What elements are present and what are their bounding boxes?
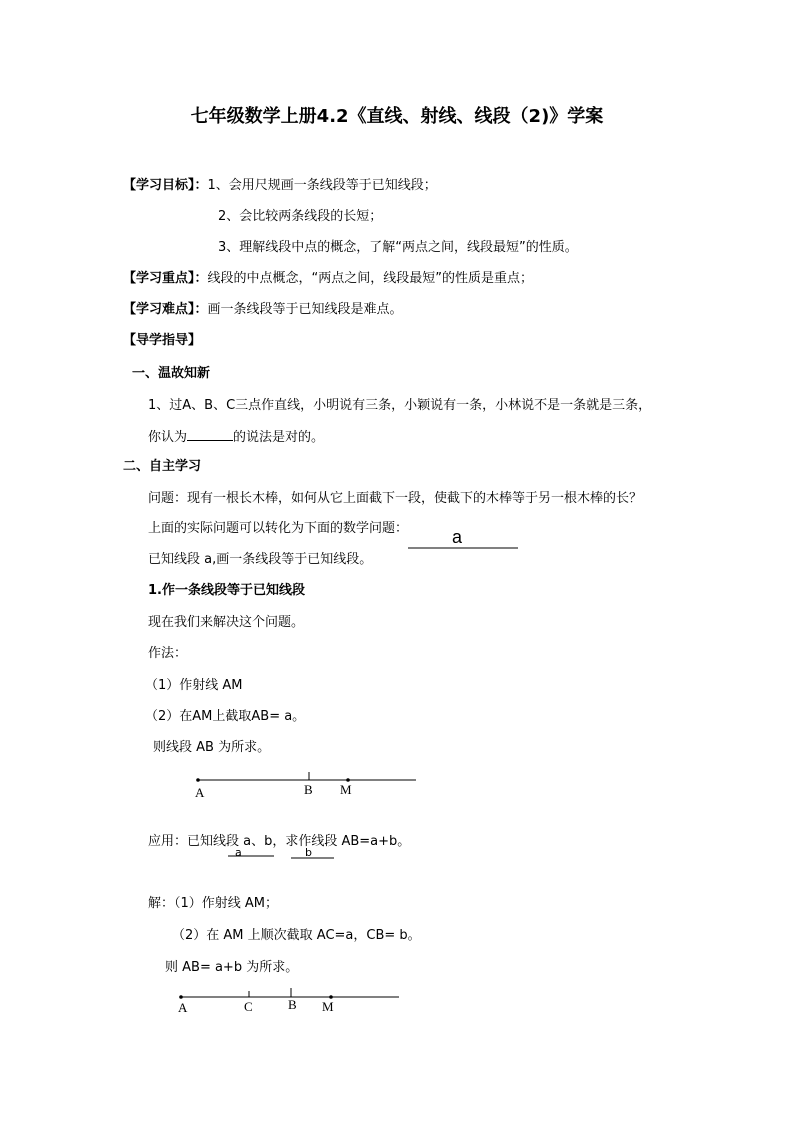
app-seg-a-label: a: [235, 846, 242, 859]
fig2-point-m: [329, 995, 333, 999]
review-q-suffix: 的说法是对的。: [233, 430, 325, 445]
fig2-label-a: A: [178, 1000, 188, 1015]
review-heading: 一、温故知新: [132, 366, 211, 381]
solution-step-3: 则 AB= a+b 为所求。: [165, 960, 299, 975]
objectives-label: 【学习目标】: [123, 178, 195, 193]
objective-item-2: 2、会比较两条线段的长短；: [218, 209, 383, 224]
method-label: 作法：: [148, 646, 188, 661]
fig1-point-a: [196, 778, 200, 782]
fig2-point-a: [179, 995, 183, 999]
key-points-label: 【学习重点】: [123, 271, 195, 286]
key-points-colon: ：: [194, 271, 208, 286]
page-title: 七年级数学上册4.2《直线、射线、线段（2)》学案: [190, 106, 604, 127]
app-seg-b-label: b: [305, 846, 312, 859]
self-study-heading: 二、自主学习: [123, 459, 202, 474]
step-1: （1）作射线 AM: [145, 678, 243, 693]
fig1-label-a: A: [195, 785, 205, 800]
solution-step-1: 解：（1）作射线 AM；: [148, 896, 279, 911]
step-2: （2）在AM上截取AB= a。: [145, 709, 306, 724]
fig2-label-c: C: [244, 999, 253, 1014]
review-question-line-1: 1、过A、B、C三点作直线，小明说有三条，小颖说有一条，小林说不是一条就是三条，: [148, 398, 652, 413]
fig1-label-m: M: [340, 782, 352, 797]
review-q-prefix: 你认为: [148, 430, 188, 445]
fig2-label-m: M: [322, 999, 334, 1014]
application-text: 应用：已知线段 a、b，求作线段 AB=a+b。: [148, 834, 411, 849]
now-solve-text: 现在我们来解决这个问题。: [148, 615, 305, 630]
fig2-label-b: B: [288, 997, 297, 1012]
guide-label: 【导学指导】: [123, 333, 202, 348]
fig1-label-b: B: [304, 782, 313, 797]
convert-text: 上面的实际问题可以转化为下面的数学问题：: [148, 521, 409, 536]
objective-item-3: 3、理解线段中点的概念，了解“两点之间，线段最短”的性质。: [218, 240, 578, 255]
sub1-title: 1.作一条线段等于已知线段: [148, 583, 305, 598]
problem-text: 问题：现有一根长木棒，如何从它上面截下一段，使截下的木棒等于另一根木棒的长？: [148, 491, 643, 506]
difficulties-colon: ：: [194, 302, 208, 317]
difficulties-label: 【学习难点】: [123, 302, 195, 317]
conclusion-text: 则线段 AB 为所求。: [153, 740, 271, 755]
segment-a-label: a: [452, 527, 463, 547]
objectives-colon: ：: [194, 178, 208, 193]
figure-2: [179, 988, 399, 999]
difficulties-text: 画一条线段等于已知线段是难点。: [207, 302, 403, 317]
known-text: 已知线段 a,画一条线段等于已知线段。: [148, 552, 373, 567]
fig1-point-m: [346, 778, 350, 782]
key-points-text: 线段的中点概念，“两点之间，线段最短”的性质是重点；: [207, 271, 534, 286]
figure-1: [196, 772, 416, 782]
objective-item-1: 1、会用尺规画一条线段等于已知线段；: [207, 178, 437, 193]
solution-step-2: （2）在 AM 上顺次截取 AC=a，CB= b。: [172, 928, 421, 943]
